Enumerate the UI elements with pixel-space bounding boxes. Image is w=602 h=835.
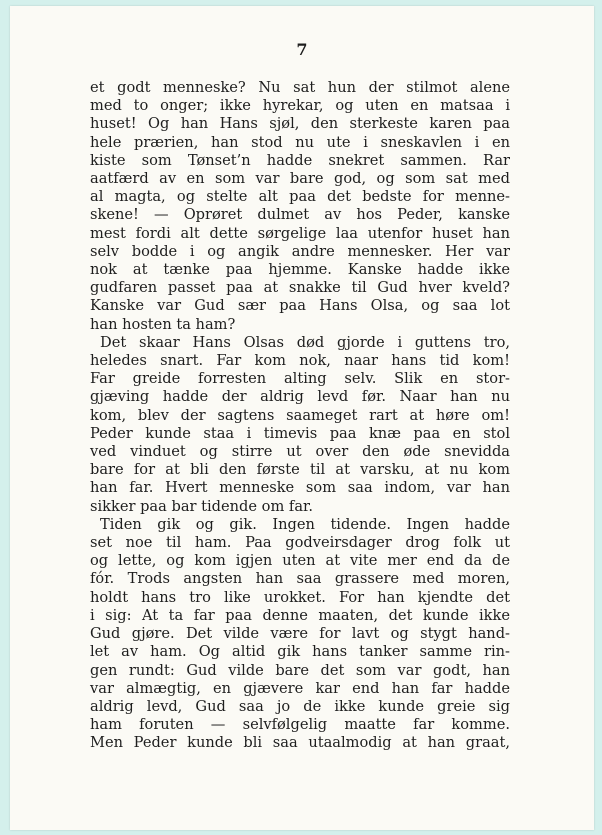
text-line: bare for at bli den første til at varsku, at nu kom [90, 461, 510, 479]
text-line: let av ham. Og altid gik hans tanker samme rin- [90, 643, 510, 661]
text-line: gjæving hadde der aldrig levd før. Naar han nu [90, 388, 510, 406]
book-page [10, 6, 594, 830]
text-line: huset! Og han Hans sjøl, den sterkeste karen paa [90, 115, 510, 133]
text-line: holdt hans tro like urokket. For han kjendte det [90, 588, 510, 606]
text-line: Peder kunde staa i timevis paa knæ paa en stol [90, 424, 510, 442]
text-line: Det skaar Hans Olsas død gjorde i guttens tro, [100, 333, 510, 351]
text-line: heledes snart. Far kom nok, naar hans tid kom! [90, 352, 510, 370]
text-line: et godt menneske? Nu sat hun der stilmot alene [90, 79, 510, 96]
text-line: med to onger; ikke hyrekar, og uten en matsaa i [90, 97, 510, 115]
text-line: var almægtig, en gjævere kar end han far hadde [90, 679, 510, 697]
text-line: selv bodde i og angik andre mennesker. Her var [90, 242, 510, 260]
text-line: kiste som Tønset’n hadde snekret sammen. Rar [90, 151, 510, 169]
text-line: aatfærd av en som var bare god, og som sat med [90, 170, 510, 188]
text-line: Gud gjøre. Det vilde være for lavt og stygt hand- [90, 625, 510, 643]
text-line: han hosten ta ham? [90, 315, 236, 333]
text-line: i sig: At ta far paa denne maaten, det kunde ikke [90, 606, 510, 624]
page-number: 7 [296, 40, 308, 59]
text-line: han far. Hvert menneske som saa indom, var han [90, 479, 510, 497]
text-line: sikker paa bar tidende om far. [90, 497, 314, 515]
text-line: Kanske var Gud sær paa Hans Olsa, og saa lot [90, 297, 510, 315]
text-line: fór. Trods angsten han saa grassere med moren, [90, 570, 510, 588]
text-line: og lette, og kom igjen uten at vite mer end da de [90, 552, 510, 570]
text-line: kom, blev der sagtens saameget rart at høre om! [90, 406, 510, 424]
text-line: Far greide forresten alting selv. Slik en stor- [90, 370, 510, 388]
text-line: aldrig levd, Gud saa jo de ikke kunde greie sig [90, 697, 510, 715]
text-line: Men Peder kunde bli saa utaalmodig at han graat, [90, 734, 510, 752]
text-line: hele prærien, han stod nu ute i sneskavlen i en [90, 133, 510, 151]
text-line: ved vinduet og stirre ut over den øde snevidda [90, 443, 510, 461]
text-line: set noe til ham. Paa godveirsdager drog folk ut [90, 534, 510, 552]
text-line: Tiden gik og gik. Ingen tidende. Ingen hadde [100, 515, 510, 533]
text-line: nok at tænke paa hjemme. Kanske hadde ikke [90, 261, 510, 279]
text-line: mest fordi alt dette sørgelige laa utenfor huset han [90, 224, 510, 242]
text-line: ham foruten — selvfølgelig maatte far komme. [90, 716, 510, 734]
text-line: al magta, og stelte alt paa det bedste for menne- [90, 188, 510, 206]
text-line: skene! — Oprøret dulmet av hos Peder, kanske [90, 206, 510, 224]
text-line: gen rundt: Gud vilde bare det som var godt, han [90, 661, 510, 679]
body-text [90, 79, 510, 753]
text-line: gudfaren passet paa at snakke til Gud hver kveld? [90, 279, 510, 297]
